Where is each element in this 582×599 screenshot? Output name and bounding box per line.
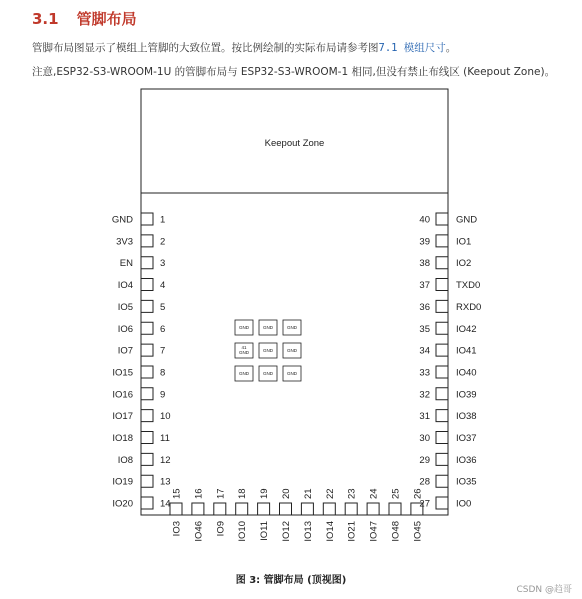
pin-left-9 — [112, 388, 165, 401]
center-gnd-pad — [283, 320, 301, 335]
pin-pad — [367, 503, 379, 515]
pin-pad — [141, 366, 153, 378]
pin-number: 19 — [259, 488, 271, 499]
pin-name: IO47 — [368, 521, 380, 542]
pin-pad — [436, 300, 448, 312]
pin-number: 28 — [419, 476, 430, 488]
pin-pad — [141, 432, 153, 444]
pad-number: 41 — [241, 345, 247, 350]
center-pad-group — [235, 320, 301, 381]
pin-pad — [436, 279, 448, 291]
pin-pad — [141, 235, 153, 247]
pin-pad — [389, 503, 401, 515]
pin-number: 17 — [215, 488, 227, 499]
pin-name: IO19 — [112, 476, 133, 488]
pin-pad — [214, 503, 226, 515]
keepout-zone-label: Keepout Zone — [264, 138, 325, 149]
pin-name: IO1 — [456, 236, 472, 248]
pin-pad — [436, 453, 448, 465]
pad-label: GND — [239, 371, 249, 376]
pin-name: IO46 — [193, 521, 205, 542]
pin-name: IO21 — [346, 521, 358, 542]
pin-name: IO12 — [281, 521, 292, 542]
pin-name: TXD0 — [456, 280, 481, 292]
pin-pad — [436, 344, 448, 356]
pin-name: IO41 — [456, 345, 477, 357]
pin-right-38 — [419, 257, 471, 270]
pin-number: 12 — [160, 454, 171, 466]
center-gnd-pad — [259, 320, 277, 335]
pin-name: IO5 — [117, 301, 133, 313]
pin-number: 30 — [419, 433, 430, 444]
right-pin-group — [419, 213, 481, 510]
pin-name: IO2 — [456, 258, 472, 270]
pin-name: IO4 — [117, 280, 133, 292]
pin-pad — [436, 366, 448, 378]
pin-number: 27 — [419, 498, 430, 510]
pin-left-8 — [112, 366, 165, 379]
pad-label: GND — [263, 348, 273, 353]
pin-number: 1 — [160, 214, 166, 226]
pin-name: IO7 — [117, 345, 133, 357]
pin-number: 3 — [160, 258, 166, 270]
pin-name: IO20 — [112, 498, 133, 510]
pin-pad — [436, 475, 448, 487]
pin-number: 5 — [160, 301, 166, 313]
pin-pad — [141, 213, 153, 225]
pin-number: 34 — [419, 345, 430, 357]
paragraph-end: 。 — [445, 42, 457, 54]
pin-pad — [141, 453, 153, 465]
pin-pad — [436, 322, 448, 334]
paragraph-text: 管脚布局图显示了模组上管脚的大致位置。按比例绘制的实际布局请参考图 — [32, 42, 379, 54]
pin-name: IO15 — [112, 367, 133, 379]
pin-number: 31 — [419, 411, 430, 423]
pad-label: GND — [287, 325, 297, 330]
pin-pad — [345, 503, 357, 515]
module-outline — [141, 89, 448, 515]
pin-right-37 — [419, 279, 480, 292]
pin-number: 24 — [368, 488, 380, 499]
pin-name: IO9 — [215, 521, 227, 537]
pin-number: 29 — [419, 454, 430, 466]
pin-pad — [141, 388, 153, 400]
pin-number: 23 — [346, 488, 358, 499]
pin-name: IO39 — [456, 389, 477, 401]
pin-name: IO0 — [456, 498, 472, 510]
pin-number: 36 — [419, 301, 430, 313]
pin-name: IO36 — [456, 454, 477, 466]
pin-number: 35 — [419, 323, 430, 335]
pin-pad — [141, 475, 153, 487]
pin-name: IO40 — [456, 367, 477, 379]
pin-pad — [436, 213, 448, 225]
pin-pad — [436, 257, 448, 269]
pin-name: IO10 — [237, 521, 249, 542]
pin-number: 9 — [160, 389, 166, 401]
pin-pad — [301, 503, 313, 515]
pin-left-12 — [118, 453, 171, 466]
pin-right-27 — [419, 497, 471, 510]
figure-caption: 图 3: 管脚布局 (顶视图) — [235, 575, 347, 586]
pin-bottom-15 — [170, 488, 183, 536]
pin-number: 15 — [171, 488, 183, 499]
pad-label: GND — [287, 371, 297, 376]
pin-name: IO3 — [171, 521, 183, 537]
pin-number: 7 — [160, 345, 166, 357]
pin-number: 14 — [160, 498, 171, 510]
pin-name: IO18 — [112, 433, 133, 444]
pin-pad — [436, 497, 448, 509]
center-gnd-pad — [235, 366, 253, 381]
pad-label: GND — [239, 325, 249, 330]
pin-name: 3V3 — [116, 236, 133, 248]
center-gnd-pad — [235, 320, 253, 335]
pin-pad — [192, 503, 204, 515]
pin-pad — [141, 497, 153, 509]
center-gnd-pad — [235, 343, 253, 358]
figure-reference-link[interactable]: 7.1 模组尺寸 — [378, 42, 446, 54]
pin-pad — [141, 300, 153, 312]
pin-pad — [141, 344, 153, 356]
pin-number: 21 — [302, 488, 314, 499]
pin-number: 39 — [419, 236, 430, 248]
pin-pad — [436, 235, 448, 247]
pin-pad — [141, 279, 153, 291]
pin-number: 18 — [237, 488, 249, 499]
pin-pad — [258, 503, 270, 515]
pin-name: GND — [111, 214, 133, 226]
pin-name: IO8 — [117, 454, 133, 466]
pin-right-36 — [419, 300, 481, 313]
center-gnd-pad — [283, 343, 301, 358]
pin-pad — [280, 503, 292, 515]
pin-pad — [436, 410, 448, 422]
pad-label: GND — [263, 325, 273, 330]
pin-name: IO38 — [456, 411, 477, 423]
pin-name: IO45 — [412, 521, 424, 542]
pin-number: 13 — [160, 476, 171, 488]
pin-name: RXD0 — [456, 301, 482, 313]
pin-pad — [141, 257, 153, 269]
pad-label: GND — [263, 371, 273, 376]
pin-name: IO14 — [324, 521, 336, 542]
pin-number: 32 — [419, 389, 430, 401]
pin-pad — [170, 503, 182, 515]
paragraph-note: 注意,ESP32-S3-WROOM-1U 的管脚布局与 ESP32-S3-WROOM-1 相同,但没有禁止布线区 (Keepout Zone)。 — [32, 66, 556, 78]
pin-name: GND — [456, 214, 478, 226]
center-gnd-pad — [283, 366, 301, 381]
section-number: 3.1 — [32, 10, 59, 28]
pin-number: 37 — [419, 280, 430, 292]
pin-number: 2 — [160, 236, 166, 248]
pin-name: IO11 — [259, 521, 271, 541]
pin-name: IO13 — [302, 521, 314, 542]
pin-pad — [236, 503, 248, 515]
pin-name: IO16 — [112, 389, 133, 401]
center-gnd-pad — [259, 343, 277, 358]
pin-number: 22 — [324, 488, 336, 499]
pin-number: 6 — [160, 323, 166, 335]
watermark: CSDN @趋哥 — [516, 585, 572, 595]
pin-name: IO17 — [112, 411, 133, 423]
pin-number: 16 — [193, 488, 205, 499]
pin-number: 33 — [419, 367, 430, 379]
pin-number: 8 — [160, 367, 166, 379]
pin-number: 11 — [160, 433, 170, 444]
pin-left-3 — [120, 257, 166, 270]
pin-pad — [436, 388, 448, 400]
pin-pad — [436, 432, 448, 444]
pin-number: 38 — [419, 258, 430, 270]
pad-label: GND — [239, 350, 249, 355]
pin-name: IO35 — [456, 476, 477, 488]
pin-pad — [141, 410, 153, 422]
pin-name: IO42 — [456, 323, 477, 335]
pin-name: IO37 — [456, 433, 477, 444]
pad-label: GND — [287, 348, 297, 353]
pin-number: 10 — [160, 411, 171, 423]
pin-pad — [141, 322, 153, 334]
pin-name: IO48 — [390, 521, 402, 542]
pin-number: 20 — [281, 488, 292, 499]
pin-bottom-17 — [214, 488, 227, 536]
section-title: 管脚布局 — [76, 10, 137, 28]
pin-number: 26 — [412, 488, 424, 499]
center-gnd-pad — [259, 366, 277, 381]
pin-name: IO6 — [117, 323, 133, 335]
pin-number: 40 — [419, 214, 430, 226]
pin-pad — [323, 503, 335, 515]
pin-name: EN — [119, 258, 133, 270]
pin-number: 4 — [160, 280, 166, 292]
pin-left-1 — [112, 213, 165, 226]
pin-number: 25 — [390, 488, 402, 499]
pin-right-39 — [419, 235, 471, 248]
